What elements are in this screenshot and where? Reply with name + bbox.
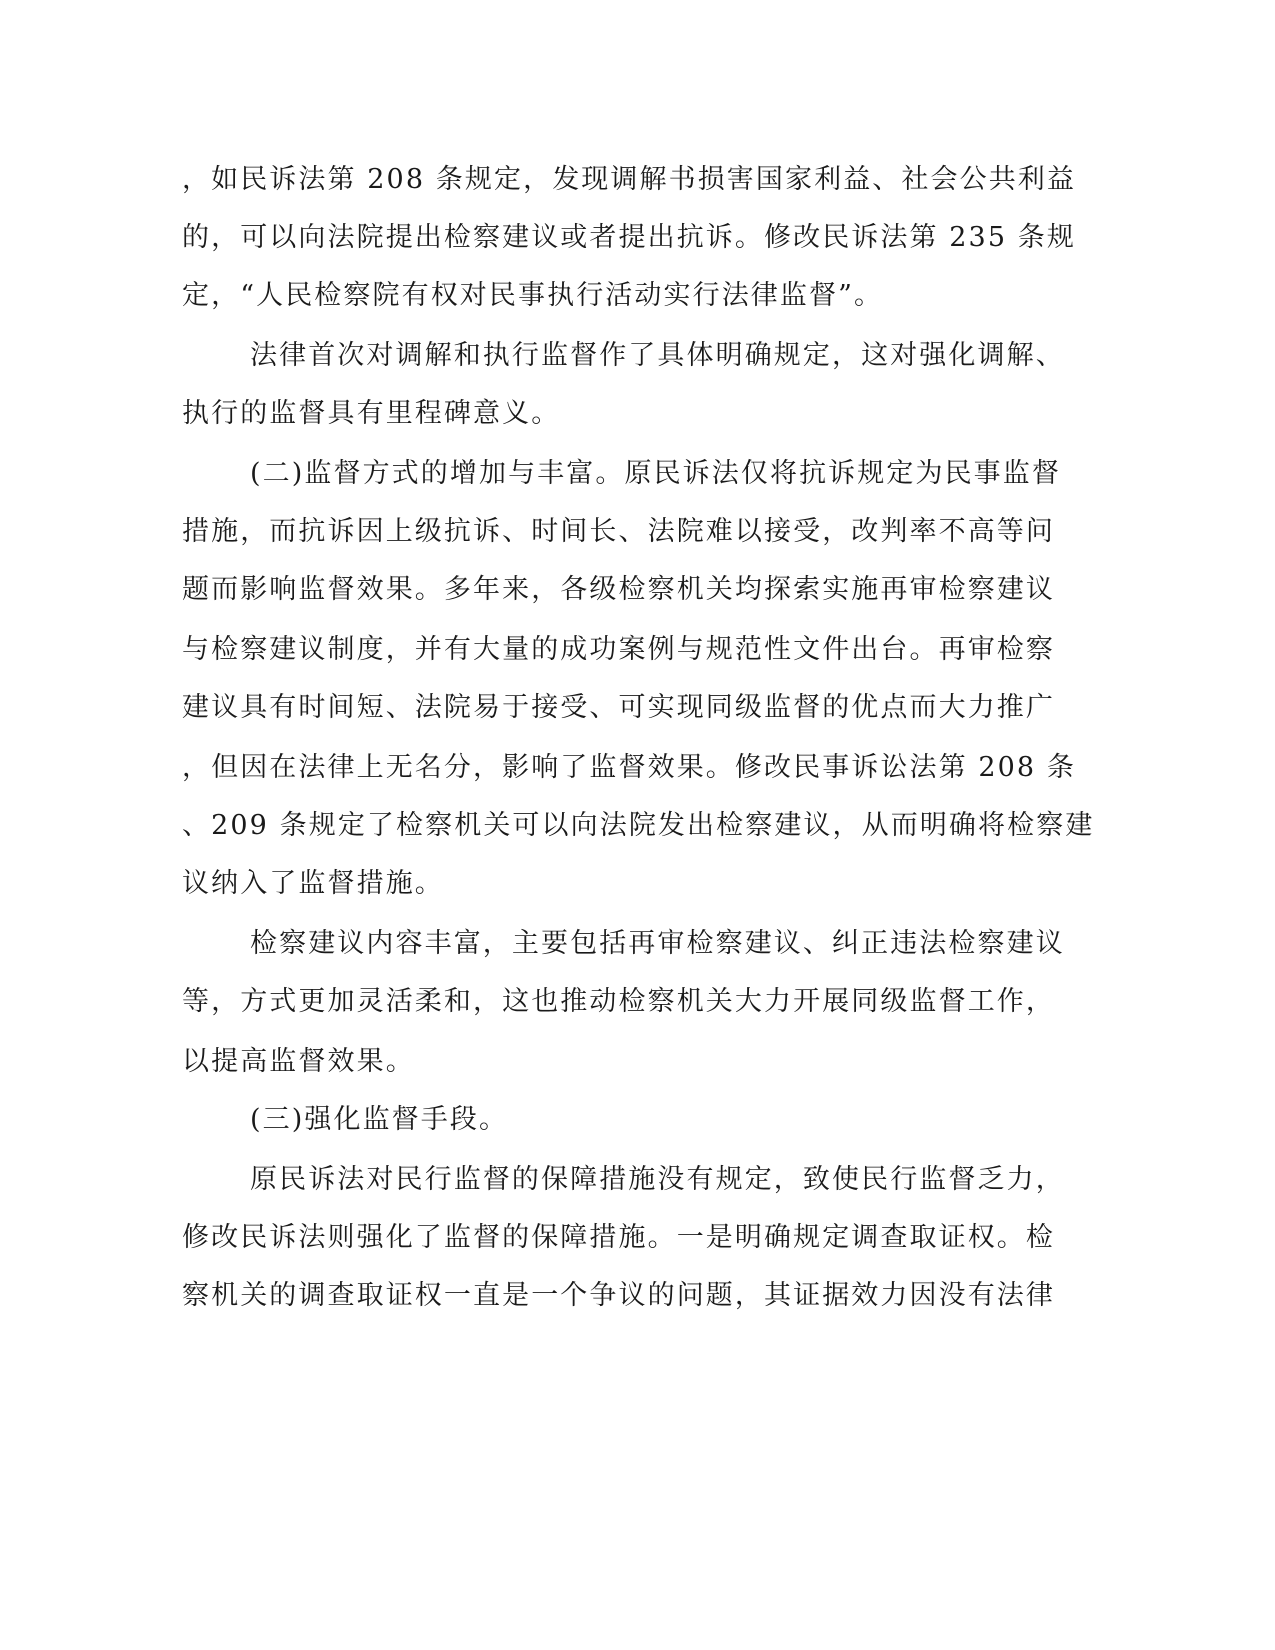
text-line: 与检察建议制度，并有大量的成功案例与规范性文件出台。再审检察 (182, 634, 1055, 665)
paragraph-first-line: 原民诉法对民行监督的保障措施没有规定，致使民行监督乏力， (250, 1164, 1065, 1195)
text-line: 等，方式更加灵活柔和，这也推动检察机关大力开展同级监督工作， (182, 986, 1055, 1017)
paragraph-first-line: 检察建议内容丰富，主要包括再审检察建议、纠正违法检察建议 (250, 928, 1065, 959)
text-line: 题而影响监督效果。多年来，各级检察机关均探索实施再审检察建议 (182, 574, 1055, 605)
text-line: 建议具有时间短、法院易于接受、可实现同级监督的优点而大力推广 (182, 692, 1055, 723)
text-line: ，但因在法律上无名分，影响了监督效果。修改民事诉讼法第 208 条 (182, 752, 1076, 783)
text-line: ，如民诉法第 208 条规定，发现调解书损害国家利益、社会公共利益 (182, 164, 1076, 195)
text-line: 的，可以向法院提出检察建议或者提出抗诉。修改民诉法第 235 条规 (182, 222, 1076, 253)
paragraph-first-line: 法律首次对调解和执行监督作了具体明确规定，这对强化调解、 (250, 340, 1065, 371)
text-line: 议纳入了监督措施。 (182, 868, 444, 899)
text-line: 察机关的调查取证权一直是一个争议的问题，其证据效力因没有法律 (182, 1280, 1055, 1311)
text-line: 、209 条规定了检察机关可以向法院发出检察建议，从而明确将检察建 (182, 810, 1095, 841)
section-heading: (三)强化监督手段。 (250, 1104, 509, 1135)
text-line: 修改民诉法则强化了监督的保障措施。一是明确规定调查取证权。检 (182, 1222, 1055, 1253)
text-line: 执行的监督具有里程碑意义。 (182, 398, 561, 429)
section-heading-line: (二)监督方式的增加与丰富。原民诉法仅将抗诉规定为民事监督 (250, 458, 1061, 489)
text-line: 以提高监督效果。 (182, 1046, 415, 1077)
text-line: 定，“人民检察院有权对民事执行活动实行法律监督”。 (182, 280, 884, 311)
text-line: 措施，而抗诉因上级抗诉、时间长、法院难以接受，改判率不高等问 (182, 516, 1055, 547)
